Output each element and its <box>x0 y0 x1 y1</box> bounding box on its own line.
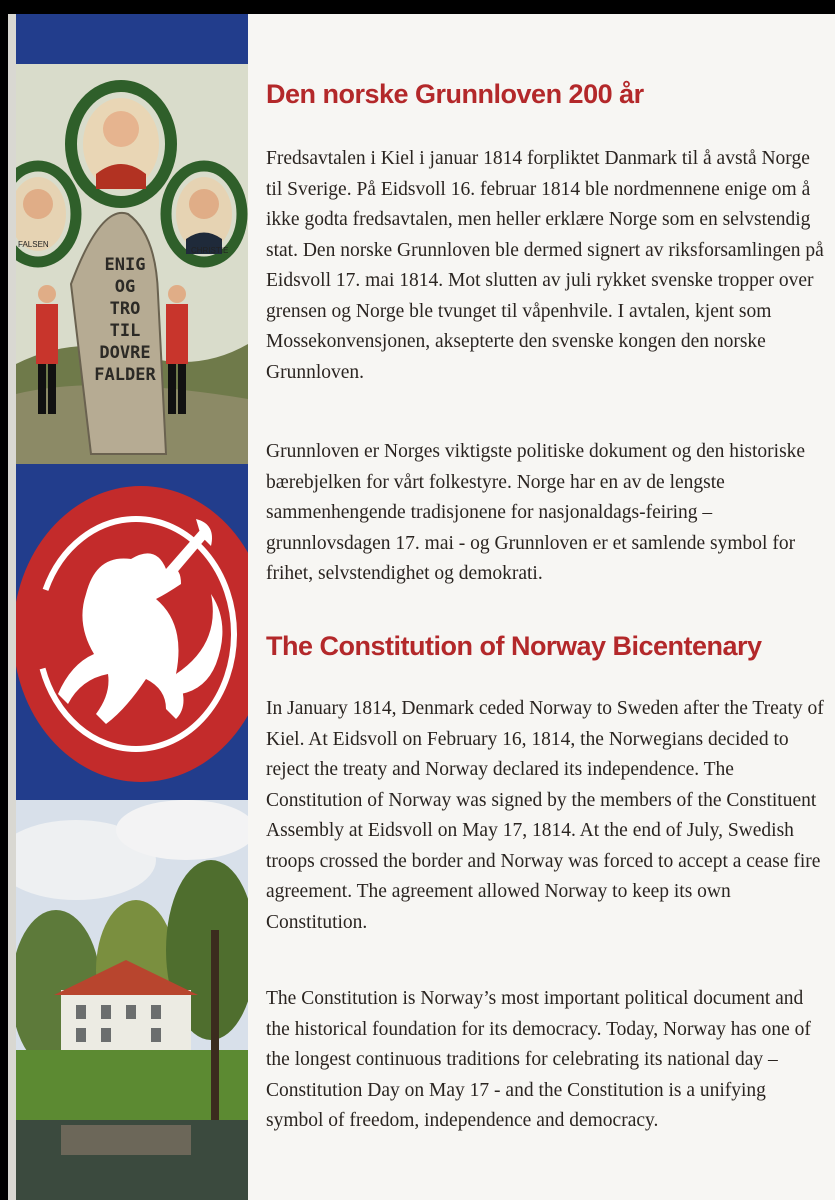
portrait-name: FALSEN <box>18 240 49 249</box>
stone-text-line: ENIG <box>104 255 146 275</box>
stone-text-line: DOVRE <box>99 343 151 363</box>
eidsvoll-building-icon <box>16 800 248 1200</box>
lion-emblem-panel <box>16 474 248 792</box>
document-card <box>8 14 835 1200</box>
english-paragraph: In January 1814, Denmark ceded Norway to Sweden after the Treaty of Kiel. At Eidsvoll on February 16, 1814, the Norwegians decided to reject the treaty and Norway declared its independence. The Constitution of Norway was signed by the members of the Constituent Assembly at Eidsvoll on May 17, 1814. At the end of July, Swedish troops crossed the border and Norway was forced to accept a cease fire agreement. The agreement allowed Norway to keep its own Constitution. <box>266 698 824 933</box>
portrait-name: CHRISTIE <box>191 246 229 255</box>
stone-text-line: TRO <box>109 299 141 319</box>
norwegian-lion-emblem-icon <box>16 474 248 792</box>
norwegian-paragraph: Fredsavtalen i Kiel i januar 1814 forpliktet Danmark til å avstå Norge til Sverige. På Eidsvoll 16. februar 1814 ble nordmennene enige om å ikke godta fredsavtalen, men heller erklære Norge som en selvstendig stat. Den norske Grunnloven ble dermed signert av riksforsamlingen på Eidsvoll 17. mai 1814. Mot slutten av juli rykket svenske tropper over grensen og Norge ble tvunget til våpenhvile. I avtalen, kjent som Mossekonvensjonen, aksepterte den svenske kongen den norske Grunnloven. <box>266 148 824 383</box>
norwegian-heading: Den norske Grunnloven 200 år <box>266 79 644 109</box>
stone-text-line: TIL <box>109 321 141 341</box>
eidsvoll-building-photo <box>16 800 248 1200</box>
portraits-and-stone-image <box>16 64 248 464</box>
english-paragraph: The Constitution is Norway’s most important political document and the historical foundation for its democracy. Today, Norway has one of the longest continuous traditions for celebrating its national day – Constitution Day on May 17 - and the Constitution is a unifying symbol of freedom, independence and democracy. <box>266 988 811 1131</box>
stone-text-line: FALDER <box>94 365 156 385</box>
english-heading: The Constitution of Norway Bicentenary <box>266 631 762 661</box>
image-strip <box>16 14 248 1200</box>
stone-text-line: OG <box>114 277 136 297</box>
card-edge <box>8 14 16 1200</box>
stone-inscription <box>90 254 160 386</box>
norwegian-paragraph: Grunnloven er Norges viktigste politiske dokument og den historiske bærebjelken for vårt folkestyre. Norge har en av de lengste sammenhengende tradisjonene for nasjonaldags-feiring – grunnlovsdagen 17. mai - og Grunnloven er et samlende symbol for frihet, selvstendighet og demokrati. <box>266 441 806 584</box>
